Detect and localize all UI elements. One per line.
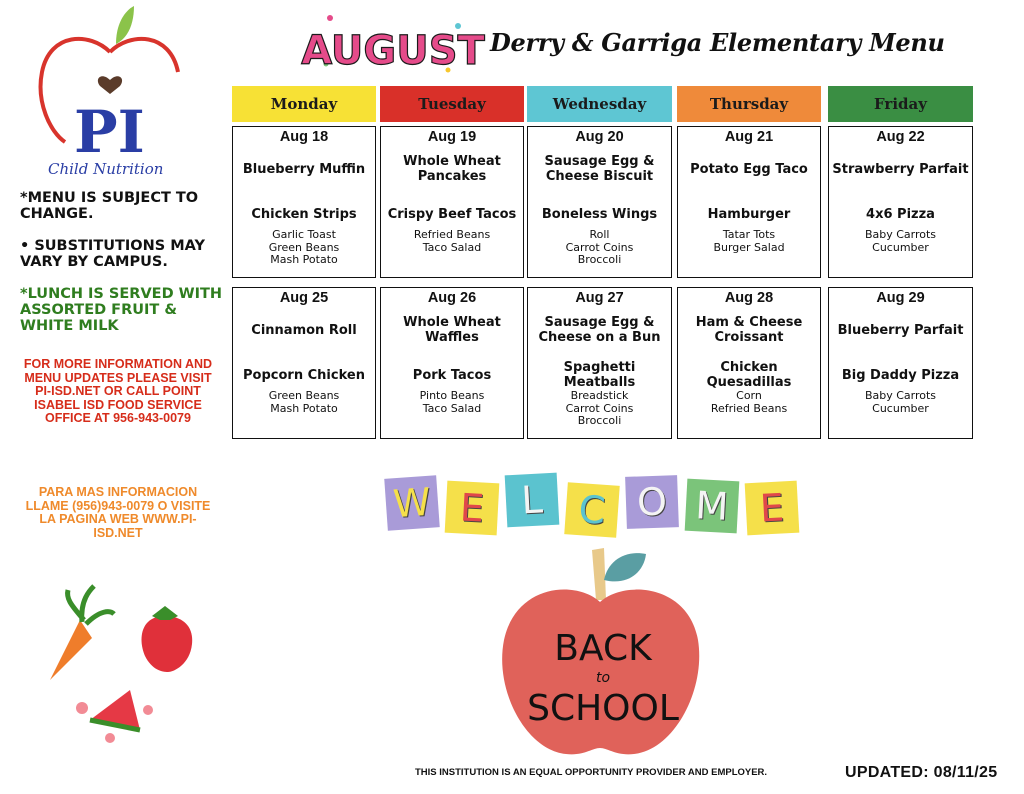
side-item: Taco Salad — [422, 401, 482, 415]
side-item: Baby Carrots — [864, 228, 937, 241]
lunch-item: Big Daddy Pizza — [841, 367, 960, 383]
lunch-item: 4x6 Pizza — [866, 206, 935, 222]
logo-text: PI — [74, 98, 145, 166]
meal-box — [232, 126, 376, 278]
meal-box — [828, 126, 973, 278]
breakfast-item: Whole Wheat Pancakes — [403, 154, 501, 184]
breakfast-item: Cinnamon Roll — [251, 322, 357, 338]
produce-illustration — [30, 580, 230, 760]
meal-date: Aug 19 — [427, 129, 477, 145]
side-item: Baby Carrots — [864, 389, 937, 402]
meal-box — [232, 287, 376, 439]
heart-icon — [98, 76, 122, 94]
breakfast-item: Strawberry Parfait — [832, 161, 969, 177]
strawberry-icon — [142, 606, 193, 672]
side-item: Cucumber — [872, 401, 929, 415]
month-banner — [301, 6, 485, 82]
side-item: Roll — [589, 228, 610, 241]
meal-box — [380, 287, 524, 439]
apple-leaf-icon — [604, 553, 646, 581]
welcome-letter-tile: E — [745, 481, 800, 536]
note-lunch-served: *LUNCH IS SERVED WITH ASSORTED FRUIT & WHITE MILK — [20, 286, 223, 334]
meal-date: Aug 27 — [575, 290, 624, 306]
side-item: Burger Salad — [713, 240, 785, 254]
meal-box — [380, 126, 524, 278]
welcome-letter-tile: W — [384, 475, 440, 531]
side-item: Garlic Toast — [272, 228, 336, 241]
day-header-tuesday: Tuesday — [380, 86, 524, 122]
breakfast-item: Potato Egg Taco — [690, 161, 808, 177]
school-text: SCHOOL — [527, 688, 679, 729]
meal-box — [828, 287, 973, 439]
meal-box — [677, 126, 821, 278]
apple-stem-icon — [592, 548, 606, 600]
meal-box — [677, 287, 821, 439]
lunch-item: Chicken Quesadillas — [706, 360, 792, 390]
month-text: AUGUST — [301, 28, 485, 74]
breakfast-item: Sausage Egg & Cheese Biscuit — [544, 154, 655, 184]
welcome-letter-tile: E — [445, 481, 500, 536]
breakfast-item: Blueberry Muffin — [242, 161, 366, 177]
lunch-item: Boneless Wings — [541, 206, 658, 222]
meal-date: Aug 20 — [575, 129, 624, 145]
lunch-item: Spaghetti Meatballs — [563, 360, 636, 390]
watermelon-icon — [76, 690, 153, 743]
day-header-thursday: Thursday — [677, 86, 821, 122]
side-item: Carrot Coins — [565, 401, 634, 415]
day-header-monday: Monday — [232, 86, 376, 122]
day-header-wednesday: Wednesday — [527, 86, 672, 122]
side-item: Green Beans — [268, 240, 340, 254]
side-item: Tatar Tots — [722, 228, 776, 241]
pi-child-nutrition-logo — [30, 2, 190, 182]
welcome-letter-tile: O — [625, 475, 679, 529]
breakfast-item: Sausage Egg & Cheese on a Bun — [538, 315, 661, 345]
logo-subtitle: Child Nutrition — [48, 160, 164, 178]
welcome-letter-tile: M — [685, 479, 740, 534]
meal-date: Aug 26 — [427, 290, 477, 306]
breakfast-item: Whole Wheat Waffles — [403, 315, 501, 345]
lunch-item: Crispy Beef Tacos — [387, 206, 517, 222]
meal-date: Aug 29 — [876, 290, 925, 306]
side-item: Breadstick — [570, 389, 629, 402]
to-text: to — [595, 670, 611, 686]
side-item: Refried Beans — [413, 228, 491, 241]
back-text: BACK — [554, 628, 652, 669]
side-item: Refried Beans — [710, 401, 788, 415]
welcome-letter-tile: L — [505, 473, 560, 528]
side-item: Corn — [736, 389, 762, 402]
meal-date: Aug 18 — [279, 129, 329, 145]
side-item: Carrot Coins — [565, 240, 634, 254]
meal-date: Aug 28 — [724, 290, 774, 306]
side-item: Pinto Beans — [419, 389, 485, 402]
menu-title: Derry & Garriga Elementary Menu — [490, 28, 945, 57]
day-header-friday: Friday — [828, 86, 973, 122]
notes-list — [20, 190, 225, 350]
meal-date: Aug 21 — [724, 129, 774, 145]
lunch-item: Chicken Strips — [251, 206, 357, 222]
lunch-item: Pork Tacos — [412, 367, 492, 383]
info-spanish: PARA MAS INFORMACION LLAME (956)943-0079 O VISITE LA PAGINA WEB WWW.PI-ISD.NET — [25, 485, 211, 540]
side-item: Mash Potato — [270, 401, 338, 415]
side-item: Broccoli — [577, 414, 622, 427]
side-item: Cucumber — [872, 240, 929, 254]
info-english: FOR MORE INFORMATION AND MENU UPDATES PLEASE VISIT PI-ISD.NET OR CALL POINT ISABEL ISD FOOD SERVICE OFFICE AT 956-943-0079 — [23, 357, 213, 425]
side-item: Mash Potato — [270, 253, 338, 266]
side-item: Taco Salad — [422, 240, 482, 254]
lunch-item: Hamburger — [707, 206, 791, 222]
carrot-icon — [50, 586, 114, 680]
breakfast-item: Ham & Cheese Croissant — [695, 315, 803, 345]
meal-date: Aug 22 — [876, 129, 925, 145]
meal-box — [527, 126, 672, 278]
equal-opportunity-notice: THIS INSTITUTION IS AN EQUAL OPPORTUNITY PROVIDER AND EMPLOYER. — [415, 767, 768, 778]
side-item: Broccoli — [577, 253, 622, 266]
meal-date: Aug 25 — [279, 290, 329, 306]
welcome-letter-tile: C — [564, 482, 620, 538]
note-substitutions: • SUBSTITUTIONS MAY VARY BY CAMPUS. — [20, 238, 205, 270]
updated-date: UPDATED: 08/11/25 — [845, 764, 998, 781]
side-item: Green Beans — [268, 389, 340, 402]
meal-box — [527, 287, 672, 439]
note-menu-change: *MENU IS SUBJECT TO CHANGE. — [20, 190, 199, 222]
lunch-item: Popcorn Chicken — [243, 367, 365, 383]
breakfast-item: Blueberry Parfait — [837, 322, 964, 338]
